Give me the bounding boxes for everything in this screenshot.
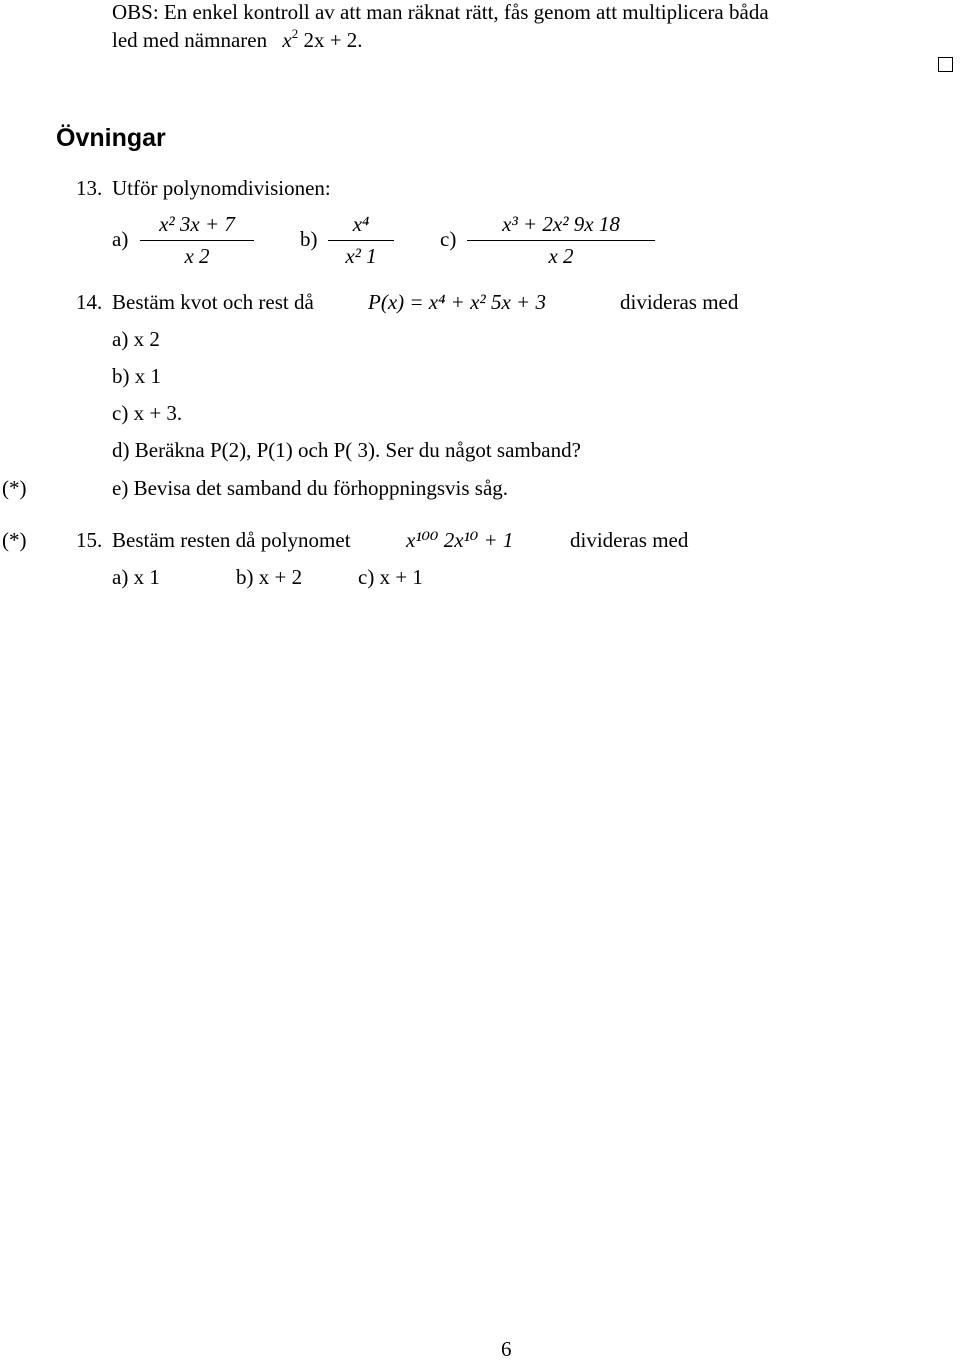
ex13-b-label: b) bbox=[300, 227, 318, 251]
obs-expr-exponent: 2 bbox=[291, 26, 299, 41]
ex14-number: 14. bbox=[76, 290, 103, 314]
ex13-b-denominator: x² 1 bbox=[345, 244, 377, 268]
ex15-a: a) x 1 bbox=[112, 565, 160, 589]
ex14-polynomial: P(x) = x⁴ + x² 5x + 3 bbox=[368, 290, 546, 314]
obs-line-2-prefix: led med nämnaren bbox=[112, 28, 268, 52]
ex14-c: c) x + 3. bbox=[112, 401, 183, 425]
obs-line-2 bbox=[112, 28, 363, 53]
qed-box-icon bbox=[938, 57, 953, 72]
ex13-number: 13. bbox=[76, 176, 103, 200]
ex13-text: Utför polynomdivisionen: bbox=[112, 176, 331, 200]
ex14-e: e) Bevisa det samband du förhoppningsvis såg. bbox=[112, 476, 509, 500]
ex15-c: c) x + 1 bbox=[358, 565, 423, 589]
ex13-b-numerator: x⁴ bbox=[328, 212, 394, 241]
ex13-c-fraction bbox=[467, 212, 655, 269]
page-number: 6 bbox=[501, 1337, 512, 1361]
ex15-text-after: divideras med bbox=[570, 528, 689, 552]
obs-expr-base: x bbox=[282, 28, 292, 52]
ex15-star-mark: (*) bbox=[2, 528, 27, 552]
ex13-a-fraction bbox=[140, 212, 254, 269]
ex13-c-denominator: x 2 bbox=[548, 244, 574, 268]
ex13-a-denominator: x 2 bbox=[184, 244, 210, 268]
ex13-c-label: c) bbox=[440, 227, 457, 251]
ex14-e-star-mark: (*) bbox=[2, 476, 27, 500]
ex13-a-numerator: x² 3x + 7 bbox=[140, 212, 254, 241]
ex13-a-label: a) bbox=[112, 227, 129, 251]
ex13-c-numerator: x³ + 2x² 9x 18 bbox=[467, 212, 655, 241]
ex15-text: Bestäm resten då polynomet bbox=[112, 528, 351, 552]
ex14-text-after: divideras med bbox=[620, 290, 739, 314]
ex14-d: d) Beräkna P(2), P(1) och P( 3). Ser du något samband? bbox=[112, 438, 581, 462]
obs-line-1: OBS: En enkel kontroll av att man räknat rätt, fås genom att multiplicera båda bbox=[112, 0, 769, 24]
ex14-text: Bestäm kvot och rest då bbox=[112, 290, 314, 314]
ex14-a: a) x 2 bbox=[112, 327, 160, 351]
ex14-b: b) x 1 bbox=[112, 364, 161, 388]
ex15-polynomial: x¹⁰⁰ 2x¹⁰ + 1 bbox=[406, 528, 514, 552]
ex15-number: 15. bbox=[76, 528, 103, 552]
ex15-b: b) x + 2 bbox=[236, 565, 303, 589]
section-heading: Övningar bbox=[56, 124, 166, 152]
ex13-b-fraction bbox=[328, 212, 394, 269]
obs-expr-rest: 2x + 2. bbox=[298, 28, 363, 52]
